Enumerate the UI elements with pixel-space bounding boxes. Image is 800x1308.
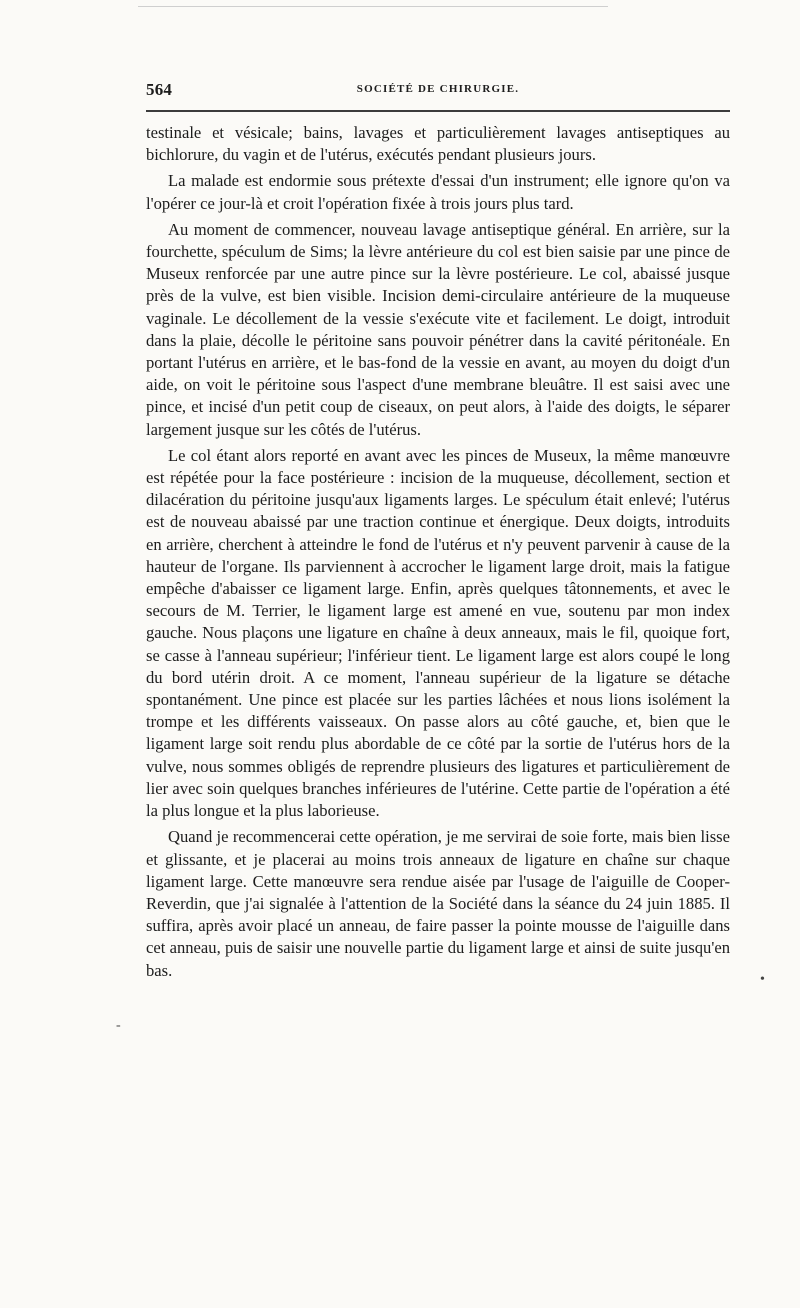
paragraph-continuation: testinale et vésicale; bains, lavages et particulièrement lavages antiseptiques au bichlorure, du vagin et de l'utérus, exécutés pendant plusieurs jours.	[146, 123, 730, 165]
margin-dash-mark: -	[116, 1018, 121, 1033]
body-text	[146, 122, 730, 986]
paragraph: Le col étant alors reporté en avant avec les pinces de Museux, la même manœuvre est répétée pour la face postérieure : incision de la muqueuse, décollement, section et dilacération du péritoine jusqu'aux ligaments larges. Le spéculum était enlevé; l'utérus est de nouveau abaissé par une traction continue et énergique. Deux doigts, introduits en arrière, cherchent à atteindre le fond de l'utérus et n'y peuvent parvenir à cause de la hauteur de l'organe. Ils parviennent à accrocher le ligament large droit, mais la fatigue empêche d'abaisser ce ligament large. Enfin, après quelques tâtonnements, et avec le secours de M. Terrier, le ligament large est amené en vue, soutenu par mon index gauche. Nous plaçons une ligature en chaîne à deux anneaux, mais le fil, quoique fort, se casse à l'anneau supérieur; l'inférieur tient. Le ligament large est alors coupé le long du bord utérin droit. A ce moment, l'anneau supérieur de la ligature se détache spontanément. Une pince est placée sur les parties lâchées et nous lions isolément la trompe et les différents vaisseaux. On passe alors au côté gauche, et, bien que le ligament large soit rendu plus abordable de ce côté par la sortie de l'utérus hors de la vulve, nous sommes obligés de reprendre plusieurs des ligatures et particulièrement de lier avec soin quelques branches inférieures de l'utérine. Cette partie de l'opération a été la plus longue et la plus laborieuse.	[146, 445, 730, 821]
paragraph: Quand je recommencerai cette opération, je me servirai de soie forte, mais bien lisse et glissante, et je placerai au moins trois anneaux de ligature en chaîne sur chaque ligament large. Cette manœuvre sera rendue aisée par l'usage de l'aiguille de Cooper-Reverdin, que j'ai signalée à l'attention de la Société dans la séance du 24 juin 1885. Il suffira, après avoir placé un anneau, de faire passer la pointe mousse de l'aiguille dans cet anneau, puis de saisir une nouvelle partie du ligament large et ainsi de suite jusqu'en bas.	[146, 827, 730, 980]
scan-edge-line	[138, 6, 608, 7]
margin-dot-mark: •	[760, 972, 765, 987]
page-number: 564	[146, 80, 173, 99]
running-head: SOCIÉTÉ DE CHIRURGIE.	[356, 83, 520, 95]
header-rule	[146, 110, 730, 112]
paragraph: Au moment de commencer, nouveau lavage antiseptique général. En arrière, sur la fourchette, spéculum de Sims; la lèvre antérieure du col est bien saisie par une pince de Museux renforcée par une autre pince sur la lèvre postérieure. Le col, abaissé jusque près de la vulve, est bien visible. Incision demi-circulaire antérieure de la muqueuse vaginale. Le décollement de la vessie s'exécute vite et facilement. Le doigt, introduit dans la plaie, décolle le péritoine sans pouvoir pénétrer dans la cavité péritonéale. En portant l'utérus en arrière, et le bas-fond de la vessie en avant, au moyen du doigt d'un aide, on voit le péritoine sous l'aspect d'une membrane bleuâtre. Il est saisi avec une pince, et incisé d'un petit coup de ciseaux, on peut alors, à l'aide des doigts, le séparer largement jusque sur les côtés de l'utérus.	[146, 219, 730, 439]
page-header	[146, 80, 730, 100]
paragraph: La malade est endormie sous prétexte d'essai d'un instrument; elle ignore qu'on va l'opérer ce jour-là et croit l'opération fixée à trois jours plus tard.	[146, 171, 730, 213]
